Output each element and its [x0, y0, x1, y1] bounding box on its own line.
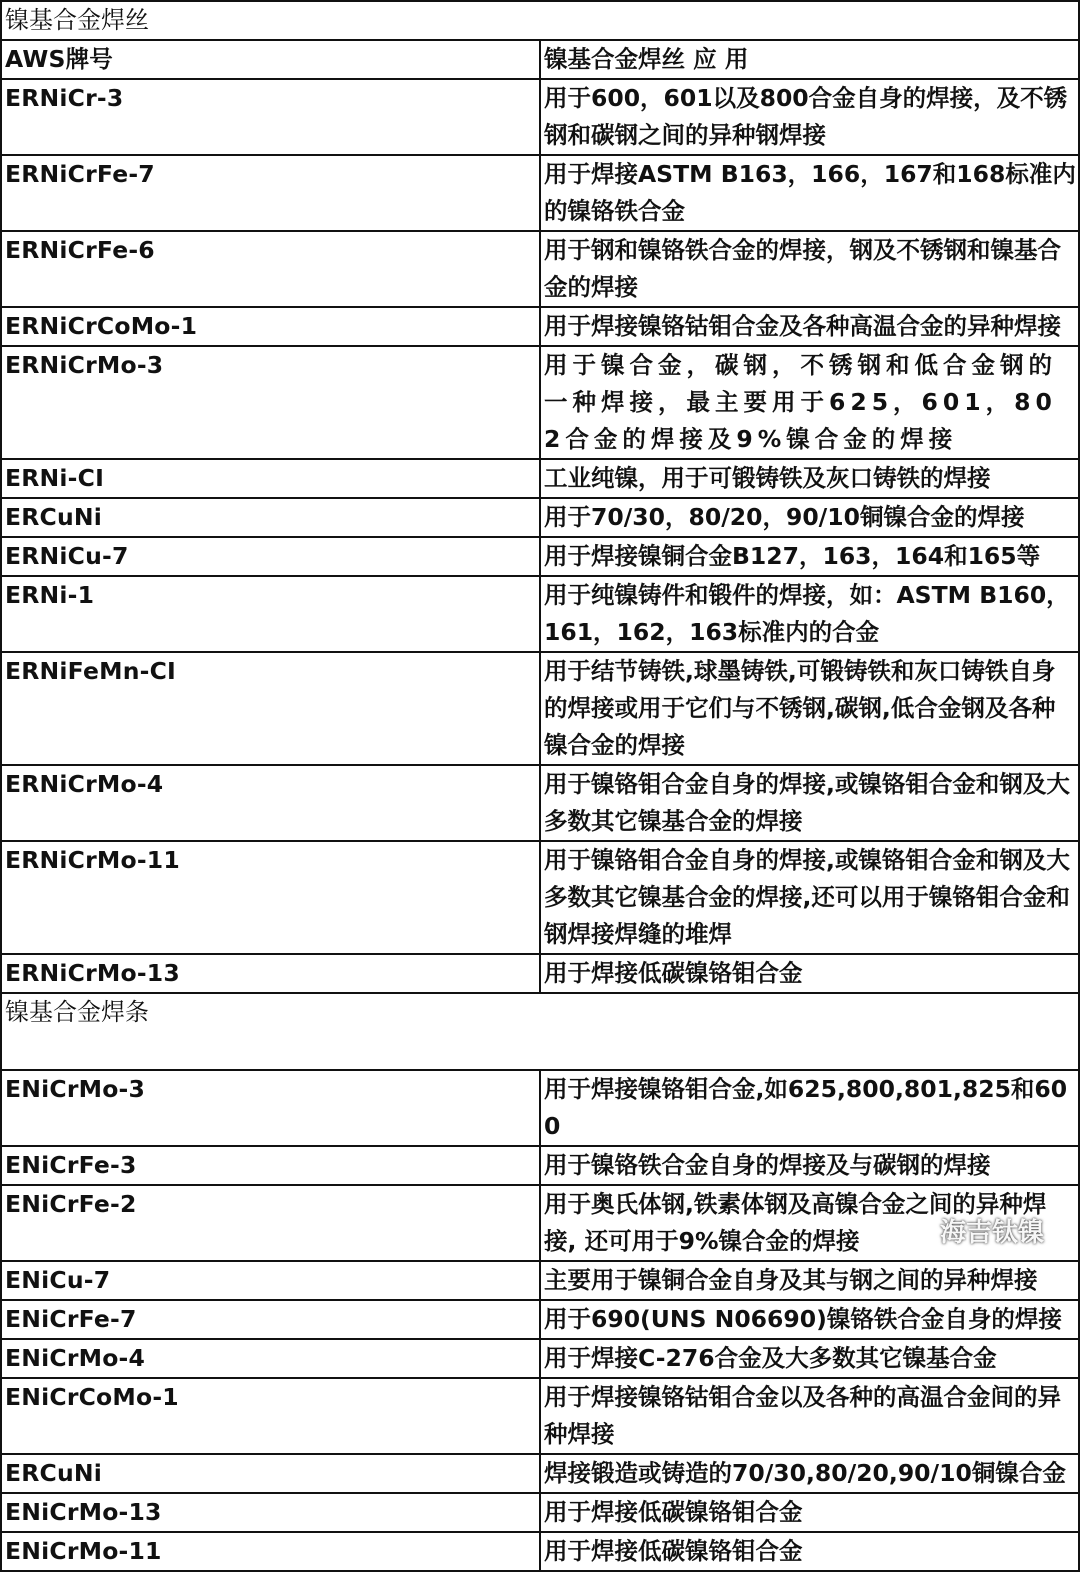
- table-row: [1, 155, 1079, 231]
- grade-cell: ENiCrMo-13: [1, 1493, 540, 1532]
- table-row: [1, 459, 1079, 498]
- table-row: [1, 1261, 1079, 1300]
- grade-cell: ERNi-CI: [1, 459, 540, 498]
- application-cell: 用于690(UNS N06690)镍铬铁合金自身的焊接: [540, 1300, 1079, 1339]
- application-cell: 用于焊接镍铬钼合金,如625,800,801,825和600: [540, 1070, 1079, 1146]
- watermark: [898, 1212, 1044, 1249]
- grade-cell: ENiCrMo-3: [1, 1070, 540, 1146]
- application-cell: 用于焊接镍铜合金B127，163，164和165等: [540, 537, 1079, 576]
- table-row: [1, 1378, 1079, 1454]
- application-cell: 主要用于镍铜合金自身及其与钢之间的异种焊接: [540, 1261, 1079, 1300]
- grade-cell: ENiCu-7: [1, 1261, 540, 1300]
- table-row: [1, 1300, 1079, 1339]
- grade-cell: ERNiCrMo-13: [1, 954, 540, 993]
- table-row: [1, 346, 1079, 459]
- table-row: [1, 307, 1079, 346]
- application-cell: 焊接锻造或铸造的70/30,80/20,90/10铜镍合金: [540, 1454, 1079, 1493]
- grade-cell: ENiCrCoMo-1: [1, 1378, 540, 1454]
- table-row: [1, 1454, 1079, 1493]
- application-cell: 工业纯镍，用于可锻铸铁及灰口铸铁的焊接: [540, 459, 1079, 498]
- section-row: [1, 1, 1079, 40]
- table-row: [1, 765, 1079, 841]
- application-cell: 用于焊接低碳镍铬钼合金: [540, 1493, 1079, 1532]
- table-row: [1, 652, 1079, 765]
- grade-cell: ENiCrFe-3: [1, 1146, 540, 1185]
- application-cell: 用于镍铬钼合金自身的焊接,或镍铬钼合金和钢及大多数其它镍基合金的焊接: [540, 765, 1079, 841]
- application-cell: 用于焊接镍铬钴钼合金及各种高温合金的异种焊接: [540, 307, 1079, 346]
- application-cell: 用于纯镍铸件和锻件的焊接，如：ASTM B160，161，162，163标准内的合金: [540, 576, 1079, 652]
- grade-cell: ENiCrFe-2: [1, 1185, 540, 1261]
- table-row: [1, 498, 1079, 537]
- section-title: 镍基合金焊丝: [1, 1, 1079, 40]
- application-cell: 用于70/30，80/20，90/10铜镍合金的焊接: [540, 498, 1079, 537]
- grade-cell: ENiCrFe-7: [1, 1300, 540, 1339]
- application-cell: 用于钢和镍铬铁合金的焊接，钢及不锈钢和镍基合金的焊接: [540, 231, 1079, 307]
- application-cell: 用于600，601以及800合金自身的焊接，及不锈钢和碳钢之间的异种钢焊接: [540, 79, 1079, 155]
- application-cell: 用于焊接低碳镍铬钼合金: [540, 1532, 1079, 1571]
- grade-cell: ERNiCrFe-6: [1, 231, 540, 307]
- table-row: [1, 841, 1079, 954]
- section-title: 镍基合金焊条: [1, 993, 1079, 1070]
- grade-cell: ERNi-1: [1, 576, 540, 652]
- application-cell: 用于焊接低碳镍铬钼合金: [540, 954, 1079, 993]
- grade-cell: ERNiCrCoMo-1: [1, 307, 540, 346]
- application-cell: 用于结节铸铁,球墨铸铁,可锻铸铁和灰口铸铁自身的焊接或用于它们与不锈钢,碳钢,低合金钢及各种镍合金的焊接: [540, 652, 1079, 765]
- header-application: 镍基合金焊丝 应 用: [540, 40, 1079, 79]
- application-cell: 用于焊接镍铬钴钼合金以及各种的高温合金间的异种焊接: [540, 1378, 1079, 1454]
- table-row: [1, 954, 1079, 993]
- header-row: [1, 40, 1079, 79]
- grade-cell: ERNiFeMn-CI: [1, 652, 540, 765]
- application-cell: 用于镍合金，碳钢，不锈钢和低合金钢的一种焊接，最主要用于625，601，802合金的焊接及9%镍合金的焊接: [540, 346, 1079, 459]
- watermark-text: 海吉钛镍: [939, 1218, 1044, 1248]
- table-row: [1, 79, 1079, 155]
- grade-cell: ERNiCu-7: [1, 537, 540, 576]
- grade-cell: ERCuNi: [1, 498, 540, 537]
- application-cell: 用于镍铬钼合金自身的焊接,或镍铬钼合金和钢及大多数其它镍基合金的焊接,还可以用于镍铬钼合金和钢焊接焊缝的堆焊: [540, 841, 1079, 954]
- wechat-icon: [898, 1218, 932, 1244]
- table-row: [1, 1532, 1079, 1571]
- grade-cell: ERNiCr-3: [1, 79, 540, 155]
- table-row: [1, 1493, 1079, 1532]
- table-row: [1, 1070, 1079, 1146]
- section-row: [1, 993, 1079, 1070]
- table-row: [1, 231, 1079, 307]
- grade-cell: ERNiCrMo-11: [1, 841, 540, 954]
- grade-cell: ERCuNi: [1, 1454, 540, 1493]
- application-cell: 用于焊接ASTM B163，166，167和168标准内的镍铬铁合金: [540, 155, 1079, 231]
- application-cell: 用于奥氏体钢,铁素体钢及高镍合金之间的异种焊接, 还可用于9%镍合金的焊接: [540, 1185, 1079, 1261]
- grade-cell: ENiCrMo-11: [1, 1532, 540, 1571]
- table-row: [1, 1339, 1079, 1378]
- application-cell: 用于镍铬铁合金自身的焊接及与碳钢的焊接: [540, 1146, 1079, 1185]
- grade-cell: ENiCrMo-4: [1, 1339, 540, 1378]
- table-row: [1, 576, 1079, 652]
- table-row: [1, 537, 1079, 576]
- grade-cell: ERNiCrMo-4: [1, 765, 540, 841]
- application-cell: 用于焊接C-276合金及大多数其它镍基合金: [540, 1339, 1079, 1378]
- grade-cell: ERNiCrMo-3: [1, 346, 540, 459]
- table-row: [1, 1146, 1079, 1185]
- header-aws-grade: AWS牌号: [1, 40, 540, 79]
- grade-cell: ERNiCrFe-7: [1, 155, 540, 231]
